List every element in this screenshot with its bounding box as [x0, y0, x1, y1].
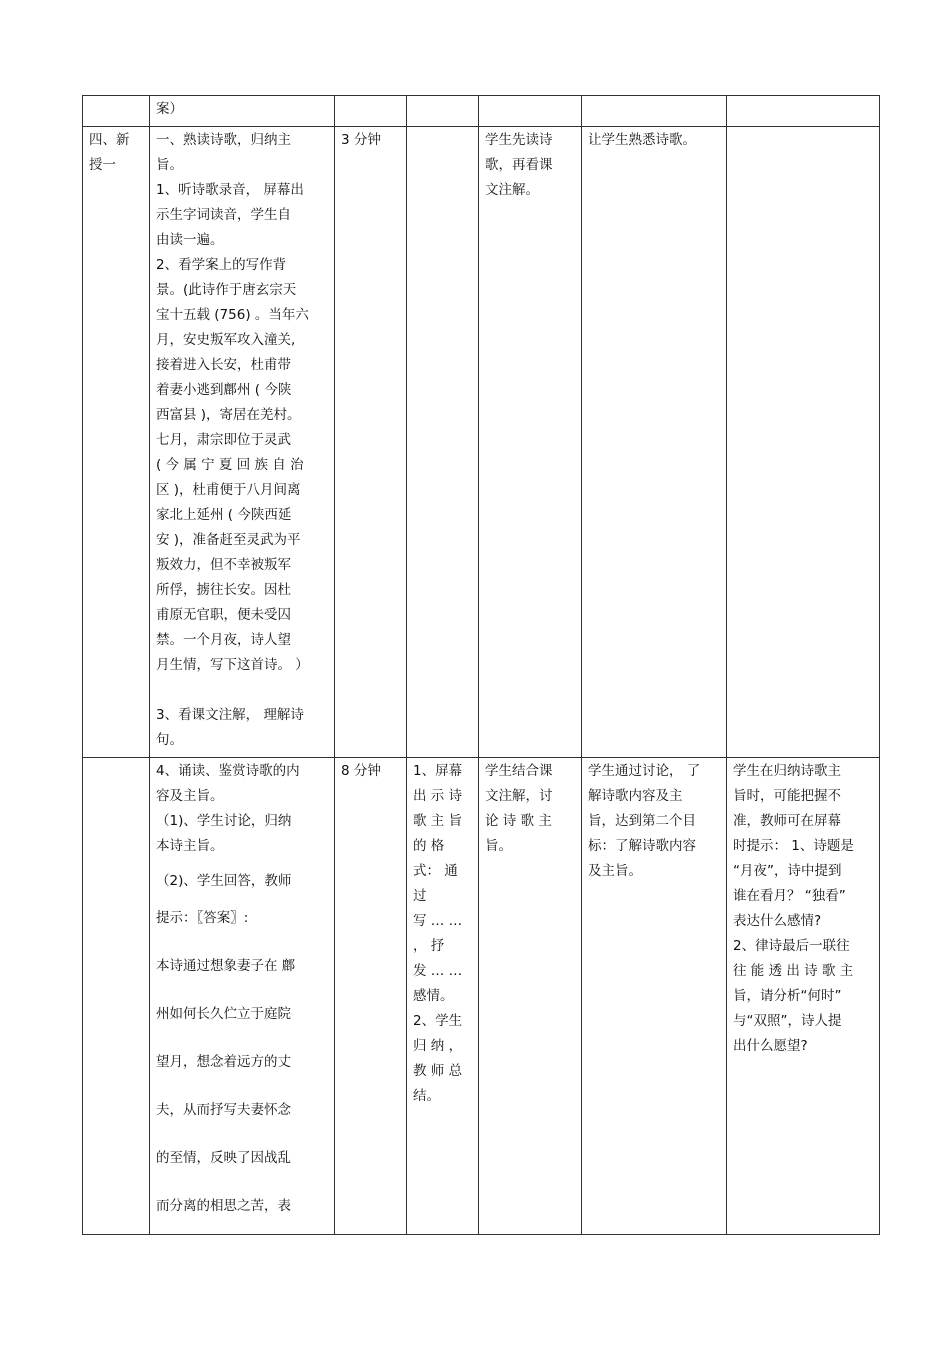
content-paragraph: 2、看学案上的写作背 景。(此诗作于唐玄宗天 宝十五载 (756) 。当年六 月，安史叛军攻入潼关, 接着进入长安，杜甫带 着妻小逃到鄜州 ( 今陕 西富县 )，寄居在羌村。 七月，肃宗即位于灵武 ( 今 属 宁 夏 回 族 自 治 区 )，杜甫便于八月间离 家北上延州 ( 今陕西延 安 )，准备赶至灵武为平 叛效力，但不幸被叛军 所俘，掳往长安。因杜 甫原无官职，便未受囚 禁。一个月夜，诗人望 月生情，写下这首诗。 ） — [156, 257, 309, 673]
student-activity-text: 学生结合课 文注解，讨 论 诗 歌 主 旨。 — [485, 763, 553, 854]
time-cell — [335, 127, 407, 758]
table-row — [83, 96, 880, 127]
teacher-activity-cell — [407, 758, 479, 1235]
notes-cell — [727, 127, 880, 758]
purpose-cell — [582, 758, 727, 1235]
purpose-cell — [582, 127, 727, 758]
time-cell — [335, 96, 407, 127]
lesson-plan-table — [82, 95, 880, 1235]
table-row — [83, 758, 880, 1235]
stage-label: 四、新 授一 — [89, 132, 130, 173]
teacher-activity-text: 1、屏幕 出 示 诗 歌 主 旨 的 格 式： 通 过 写 … … ， 抒 发 … … 感情。 — [413, 763, 463, 1004]
content-paragraph: 1、听诗歌录音， 屏幕出 示生字词读音，学生自 由读一遍。 — [156, 182, 304, 248]
purpose-text: 学生通过讨论， 了 解诗歌内容及主 旨，达到第二个目 标：了解诗歌内容 及主旨。 — [588, 763, 701, 879]
stage-cell — [83, 127, 150, 758]
student-activity-text: 学生先读诗 歌，再看课 文注解。 — [485, 132, 553, 198]
content-answer: 提示：〖答案〗: 本诗通过想象妻子在 鄜 州如何长久伫立于庭院 望月，想念着远方的丈 夫，从而抒写夫妻怀念 的至情，反映了因战乱 而分离的相思之苦，表 — [156, 910, 296, 1214]
time-text: 8 分钟 — [341, 763, 381, 779]
content-paragraph: 3、看课文注解， 理解诗 句。 — [156, 707, 304, 748]
teacher-activity-cell — [407, 96, 479, 127]
purpose-cell — [582, 96, 727, 127]
teacher-activity-cell — [407, 127, 479, 758]
table-row — [83, 127, 880, 758]
time-cell — [335, 758, 407, 1235]
content-cell — [150, 758, 335, 1235]
stage-cell — [83, 96, 150, 127]
notes-cell — [727, 96, 880, 127]
content-paragraph: （2)、学生回答，教师 — [156, 873, 292, 889]
purpose-text: 让学生熟悉诗歌。 — [588, 132, 696, 148]
content-paragraph: 4、诵读、鉴赏诗歌的内 容及主旨。 — [156, 763, 300, 804]
content-cell — [150, 96, 335, 127]
notes-cell — [727, 758, 880, 1235]
notes-text: 学生在归纳诗歌主 旨时，可能把握不 准，教师可在屏幕 时提示： 1、诗题是 “月夜”，诗中提到 谁在看月？ “独看” 表达什么感情? — [733, 763, 854, 929]
notes-text: 2、律诗最后一联往 往 能 透 出 诗 歌 主 旨，请分析“何时” 与“双照”，诗人提 出什么愿望? — [733, 938, 854, 1054]
content-text: 案） — [156, 101, 183, 117]
content-cell — [150, 127, 335, 758]
student-activity-cell — [479, 758, 582, 1235]
teacher-activity-text: 2、学生 归 纳 ， 教 师 总 结。 — [413, 1013, 463, 1104]
student-activity-cell — [479, 127, 582, 758]
student-activity-cell — [479, 96, 582, 127]
content-heading: 一、熟读诗歌，归纳主 旨。 — [156, 132, 291, 173]
time-text: 3 分钟 — [341, 132, 381, 148]
stage-cell — [83, 758, 150, 1235]
content-paragraph: （1)、学生讨论，归纳 本诗主旨。 — [156, 813, 292, 854]
